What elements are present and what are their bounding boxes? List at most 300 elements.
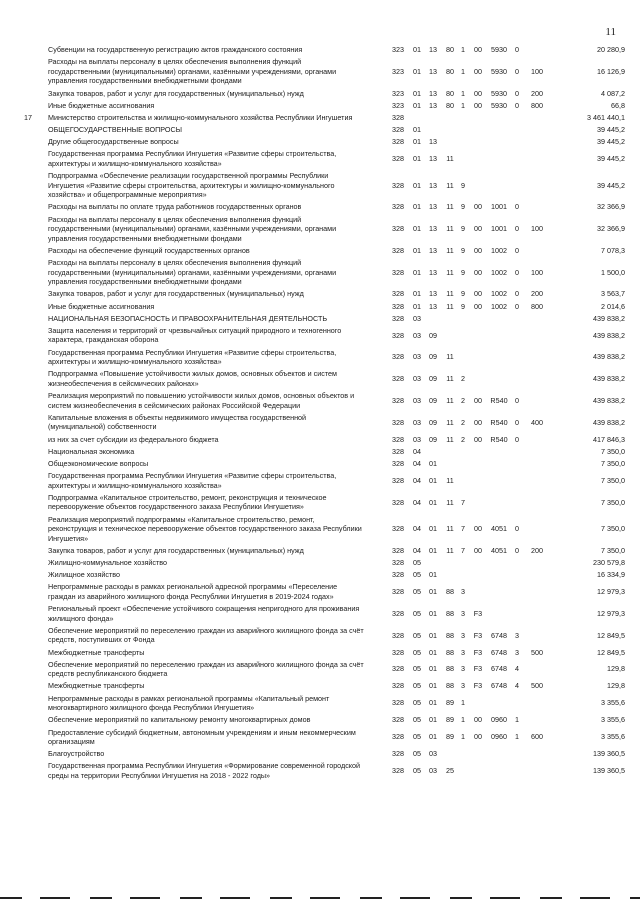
code-cell: 2 bbox=[461, 417, 465, 427]
amount-cell: 16 334,9 bbox=[597, 570, 625, 580]
code-cell: 00 bbox=[474, 66, 482, 76]
code-cell: 0 bbox=[515, 289, 519, 299]
row-description: Обеспечение мероприятий по переселению граждан из аварийного жилищного фонда за счёт средств республиканского бюджета bbox=[48, 659, 364, 679]
table-row bbox=[0, 749, 640, 759]
code-cell: 01 bbox=[429, 698, 437, 708]
code-cell: 11 bbox=[446, 524, 454, 534]
code-cell: 1 bbox=[461, 100, 465, 110]
code-cell: 13 bbox=[429, 202, 437, 212]
row-description: Министерство строительства и жилищно-коммунального хозяйства Республики Ингушетия bbox=[48, 112, 353, 122]
code-cell: 400 bbox=[531, 417, 543, 427]
code-cell: 01 bbox=[413, 301, 421, 311]
code-cell: 1 bbox=[461, 88, 465, 98]
amount-cell: 4 087,2 bbox=[601, 88, 625, 98]
code-cell: 9 bbox=[461, 202, 465, 212]
code-cell: 200 bbox=[531, 545, 543, 555]
code-cell: 01 bbox=[413, 180, 421, 190]
code-cell: 600 bbox=[531, 732, 543, 742]
code-cell: 6748 bbox=[491, 681, 507, 691]
table-row bbox=[0, 728, 640, 747]
code-cell: 3 bbox=[461, 587, 465, 597]
code-cell: 05 bbox=[413, 732, 421, 742]
table-row bbox=[0, 761, 640, 780]
code-cell: 00 bbox=[474, 715, 482, 725]
code-cell: 00 bbox=[474, 395, 482, 405]
code-cell: 0 bbox=[515, 524, 519, 534]
table-row bbox=[0, 413, 640, 432]
code-cell: 01 bbox=[429, 458, 437, 468]
code-cell: 13 bbox=[429, 88, 437, 98]
code-cell: 00 bbox=[474, 267, 482, 277]
code-cell: 328 bbox=[392, 124, 404, 134]
row-description: Закупка товаров, работ и услуг для государственных (муниципальных) нужд bbox=[48, 289, 304, 299]
code-cell: 0960 bbox=[491, 732, 507, 742]
code-cell: 100 bbox=[531, 267, 543, 277]
code-cell: 13 bbox=[429, 137, 437, 147]
table-row bbox=[0, 681, 640, 691]
amount-cell: 32 366,9 bbox=[597, 202, 625, 212]
code-cell: 80 bbox=[446, 66, 454, 76]
code-cell: 00 bbox=[474, 45, 482, 54]
table-row bbox=[0, 246, 640, 256]
code-cell: F3 bbox=[473, 681, 483, 691]
row-description: Закупка товаров, работ и услуг для государственных (муниципальных) нужд bbox=[48, 88, 304, 98]
code-cell: 328 bbox=[392, 137, 404, 147]
row-description: Защита населения и территорий от чрезвычайных ситуаций природного и техногенного характера, гражданская оборона bbox=[48, 325, 342, 345]
code-cell: 09 bbox=[429, 434, 437, 444]
amount-cell: 7 350,0 bbox=[601, 446, 625, 456]
code-cell: 05 bbox=[413, 698, 421, 708]
code-cell: 3 bbox=[461, 647, 465, 657]
table-row bbox=[0, 546, 640, 556]
code-cell: 03 bbox=[413, 330, 421, 340]
code-cell: 01 bbox=[429, 545, 437, 555]
row-description: Закупка товаров, работ и услуг для государственных (муниципальных) нужд bbox=[48, 545, 304, 555]
row-description: Иные бюджетные ассигнования bbox=[48, 100, 155, 110]
code-cell: 1002 bbox=[491, 301, 507, 311]
code-cell: 13 bbox=[429, 267, 437, 277]
amount-cell: 32 366,9 bbox=[597, 224, 625, 234]
row-description: Жилищное хозяйство bbox=[48, 570, 120, 580]
code-cell: 01 bbox=[413, 202, 421, 212]
code-cell: 328 bbox=[392, 681, 404, 691]
code-cell: 328 bbox=[392, 417, 404, 427]
table-row bbox=[0, 314, 640, 324]
code-cell: F3 bbox=[473, 630, 483, 640]
code-cell: 328 bbox=[392, 180, 404, 190]
code-cell: 7 bbox=[461, 524, 465, 534]
code-cell: 01 bbox=[413, 224, 421, 234]
code-cell: 1 bbox=[515, 715, 519, 725]
code-cell: 1002 bbox=[491, 267, 507, 277]
code-cell: 328 bbox=[392, 395, 404, 405]
code-cell: 13 bbox=[429, 289, 437, 299]
table-row bbox=[0, 648, 640, 658]
code-cell: 04 bbox=[413, 446, 421, 456]
code-cell: 80 bbox=[446, 88, 454, 98]
code-cell: 0 bbox=[515, 545, 519, 555]
amount-cell: 12 849,5 bbox=[597, 647, 625, 657]
code-cell: 00 bbox=[474, 732, 482, 742]
code-cell: 11 bbox=[446, 352, 454, 362]
code-cell: 80 bbox=[446, 45, 454, 54]
code-cell: 04 bbox=[413, 497, 421, 507]
code-cell: 01 bbox=[429, 524, 437, 534]
code-cell: 05 bbox=[413, 749, 421, 759]
amount-cell: 139 360,5 bbox=[593, 766, 625, 776]
code-cell: 0 bbox=[515, 202, 519, 212]
table-row bbox=[0, 113, 640, 123]
code-cell: 328 bbox=[392, 154, 404, 164]
table-row bbox=[0, 202, 640, 212]
row-description: Подпрограмма «Повышение устойчивости жилых домов, основных объектов и систем жизнеобеспечения в сейсмических районах» bbox=[48, 369, 337, 388]
code-cell: 0 bbox=[515, 45, 519, 54]
code-cell: 3 bbox=[461, 664, 465, 674]
code-cell: 01 bbox=[413, 124, 421, 134]
code-cell: 03 bbox=[429, 749, 437, 759]
code-cell: 11 bbox=[446, 267, 454, 277]
code-cell: 03 bbox=[413, 417, 421, 427]
scan-edge-artifact bbox=[0, 897, 640, 899]
code-cell: 328 bbox=[392, 558, 404, 567]
amount-cell: 3 461 440,1 bbox=[587, 112, 625, 122]
code-cell: 01 bbox=[429, 497, 437, 507]
table-row bbox=[0, 391, 640, 410]
code-cell: 88 bbox=[446, 647, 454, 657]
code-cell: 1 bbox=[461, 732, 465, 742]
amount-cell: 2 014,6 bbox=[601, 301, 625, 311]
code-cell: 1 bbox=[461, 66, 465, 76]
code-cell: 03 bbox=[413, 434, 421, 444]
table-row bbox=[0, 137, 640, 147]
code-cell: 2 bbox=[461, 374, 465, 384]
code-cell: 3 bbox=[515, 630, 519, 640]
code-cell: 03 bbox=[413, 374, 421, 384]
code-cell: 9 bbox=[461, 180, 465, 190]
amount-cell: 39 445,2 bbox=[597, 137, 625, 147]
code-cell: 323 bbox=[392, 88, 404, 98]
amount-cell: 439 838,2 bbox=[593, 313, 625, 323]
code-cell: 01 bbox=[429, 570, 437, 580]
code-cell: 3 bbox=[461, 681, 465, 691]
code-cell: 09 bbox=[429, 330, 437, 340]
code-cell: 11 bbox=[446, 374, 454, 384]
code-cell: 328 bbox=[392, 352, 404, 362]
code-cell: 100 bbox=[531, 66, 543, 76]
code-cell: 200 bbox=[531, 88, 543, 98]
table-row bbox=[0, 258, 640, 287]
row-description: Иные бюджетные ассигнования bbox=[48, 301, 155, 311]
code-cell: 3 bbox=[515, 647, 519, 657]
code-cell: 11 bbox=[446, 245, 454, 255]
code-cell: 05 bbox=[413, 587, 421, 597]
code-cell: 04 bbox=[413, 458, 421, 468]
code-cell: 9 bbox=[461, 245, 465, 255]
code-cell: 11 bbox=[446, 180, 454, 190]
amount-cell: 1 500,0 bbox=[601, 267, 625, 277]
code-cell: 03 bbox=[413, 352, 421, 362]
code-cell: 11 bbox=[446, 224, 454, 234]
amount-cell: 66,8 bbox=[611, 100, 625, 110]
table-row bbox=[0, 171, 640, 200]
code-cell: 00 bbox=[474, 434, 482, 444]
code-cell: 0 bbox=[515, 301, 519, 311]
code-cell: 4 bbox=[515, 664, 519, 674]
code-cell: 01 bbox=[413, 66, 421, 76]
code-cell: F3 bbox=[473, 647, 483, 657]
code-cell: 04 bbox=[413, 475, 421, 485]
code-cell: 00 bbox=[474, 100, 482, 110]
amount-cell: 39 445,2 bbox=[597, 180, 625, 190]
code-cell: 00 bbox=[474, 301, 482, 311]
code-cell: 00 bbox=[474, 417, 482, 427]
code-cell: 13 bbox=[429, 180, 437, 190]
code-cell: 11 bbox=[446, 434, 454, 444]
table-row bbox=[0, 101, 640, 111]
code-cell: 04 bbox=[413, 524, 421, 534]
code-cell: 1001 bbox=[491, 224, 507, 234]
code-cell: 1 bbox=[461, 698, 465, 708]
code-cell: 1002 bbox=[491, 289, 507, 299]
code-cell: 328 bbox=[392, 289, 404, 299]
code-cell: 01 bbox=[429, 608, 437, 618]
amount-cell: 3 563,7 bbox=[601, 289, 625, 299]
code-cell: 01 bbox=[429, 732, 437, 742]
code-cell: 9 bbox=[461, 301, 465, 311]
code-cell: 11 bbox=[446, 417, 454, 427]
amount-cell: 439 838,2 bbox=[593, 374, 625, 384]
table-row bbox=[0, 89, 640, 99]
code-cell: 03 bbox=[413, 395, 421, 405]
code-cell: 500 bbox=[531, 681, 543, 691]
code-cell: 5930 bbox=[491, 88, 507, 98]
code-cell: 6748 bbox=[491, 664, 507, 674]
code-cell: 88 bbox=[446, 630, 454, 640]
amount-cell: 129,8 bbox=[607, 664, 625, 674]
code-cell: 11 bbox=[446, 289, 454, 299]
row-description: Субвенции на государственную регистрацию актов гражданского состояния bbox=[48, 45, 303, 54]
code-cell: 11 bbox=[446, 545, 454, 555]
code-cell: 01 bbox=[429, 587, 437, 597]
code-cell: 328 bbox=[392, 330, 404, 340]
table-row bbox=[0, 558, 640, 568]
code-cell: 328 bbox=[392, 313, 404, 323]
table-row bbox=[0, 369, 640, 388]
amount-cell: 20 280,9 bbox=[597, 45, 625, 54]
code-cell: 00 bbox=[474, 202, 482, 212]
code-cell: 88 bbox=[446, 587, 454, 597]
code-cell: 88 bbox=[446, 664, 454, 674]
amount-cell: 7 350,0 bbox=[601, 545, 625, 555]
code-cell: 4051 bbox=[491, 524, 507, 534]
code-cell: 328 bbox=[392, 267, 404, 277]
code-cell: 6748 bbox=[491, 647, 507, 657]
code-cell: 9 bbox=[461, 224, 465, 234]
code-cell: 800 bbox=[531, 301, 543, 311]
table-row bbox=[0, 471, 640, 490]
amount-cell: 12 979,3 bbox=[597, 608, 625, 618]
code-cell: 01 bbox=[429, 681, 437, 691]
code-cell: 11 bbox=[446, 497, 454, 507]
amount-cell: 7 350,0 bbox=[601, 458, 625, 468]
code-cell: 05 bbox=[413, 558, 421, 567]
code-cell: 328 bbox=[392, 570, 404, 580]
code-cell: 328 bbox=[392, 608, 404, 618]
code-cell: 328 bbox=[392, 715, 404, 725]
amount-cell: 7 350,0 bbox=[601, 524, 625, 534]
code-cell: 00 bbox=[474, 88, 482, 98]
row-description: Региональный проект «Обеспечение устойчивого сокращения непригодного для проживания жилищного фонда» bbox=[48, 604, 360, 623]
code-cell: 0 bbox=[515, 66, 519, 76]
code-cell: 328 bbox=[392, 749, 404, 759]
code-cell: 09 bbox=[429, 395, 437, 405]
code-cell: 0 bbox=[515, 267, 519, 277]
code-cell: 328 bbox=[392, 664, 404, 674]
code-cell: 0 bbox=[515, 100, 519, 110]
code-cell: 00 bbox=[474, 245, 482, 255]
code-cell: 89 bbox=[446, 698, 454, 708]
amount-cell: 439 838,2 bbox=[593, 330, 625, 340]
table-row bbox=[0, 626, 640, 645]
code-cell: 13 bbox=[429, 154, 437, 164]
code-cell: 01 bbox=[413, 289, 421, 299]
row-description: ОБЩЕГОСУДАРСТВЕННЫЕ ВОПРОСЫ bbox=[48, 124, 183, 134]
code-cell: 328 bbox=[392, 630, 404, 640]
table-row bbox=[0, 715, 640, 725]
table-row bbox=[0, 215, 640, 244]
code-cell: F3 bbox=[473, 608, 483, 618]
code-cell: 11 bbox=[446, 475, 454, 485]
code-cell: 2 bbox=[461, 395, 465, 405]
code-cell: 01 bbox=[413, 245, 421, 255]
code-cell: 328 bbox=[392, 766, 404, 776]
code-cell: 328 bbox=[392, 224, 404, 234]
row-number: 17 bbox=[24, 112, 32, 122]
code-cell: R540 bbox=[490, 434, 508, 444]
amount-cell: 39 445,2 bbox=[597, 124, 625, 134]
row-description: Расходы на выплаты персоналу в целях обеспечения выполнения функций государственными (муниципальными) органами, казёнными учреждениями, органами управления государственными внебюджетными фондами bbox=[48, 57, 337, 86]
code-cell: R540 bbox=[490, 417, 508, 427]
row-description: Другие общегосударственные вопросы bbox=[48, 137, 179, 147]
code-cell: 5930 bbox=[491, 100, 507, 110]
code-cell: 7 bbox=[461, 497, 465, 507]
code-cell: 01 bbox=[413, 154, 421, 164]
code-cell: 11 bbox=[446, 301, 454, 311]
amount-cell: 230 579,8 bbox=[593, 558, 625, 567]
code-cell: 00 bbox=[474, 289, 482, 299]
code-cell: 01 bbox=[413, 267, 421, 277]
code-cell: 5930 bbox=[491, 66, 507, 76]
code-cell: 328 bbox=[392, 587, 404, 597]
amount-cell: 3 355,6 bbox=[601, 715, 625, 725]
row-description: Общеэкономические вопросы bbox=[48, 458, 149, 468]
code-cell: 13 bbox=[429, 245, 437, 255]
code-cell: 2 bbox=[461, 434, 465, 444]
code-cell: 89 bbox=[446, 715, 454, 725]
code-cell: 3 bbox=[461, 630, 465, 640]
code-cell: 500 bbox=[531, 647, 543, 657]
code-cell: 328 bbox=[392, 732, 404, 742]
code-cell: 80 bbox=[446, 100, 454, 110]
code-cell: 0960 bbox=[491, 715, 507, 725]
code-cell: 328 bbox=[392, 545, 404, 555]
amount-cell: 139 360,5 bbox=[593, 749, 625, 759]
row-description: из них за счет субсидии из федерального бюджета bbox=[48, 434, 219, 444]
code-cell: 01 bbox=[429, 664, 437, 674]
amount-cell: 439 838,2 bbox=[593, 417, 625, 427]
code-cell: 13 bbox=[429, 224, 437, 234]
code-cell: 1 bbox=[461, 715, 465, 725]
row-description: Расходы на выплаты персоналу в целях обеспечения выполнения функций государственными (муниципальными) органами, казёнными учреждениями, органами управления государственными внебюджетными фондами bbox=[48, 258, 337, 287]
code-cell: 01 bbox=[429, 630, 437, 640]
code-cell: 323 bbox=[392, 100, 404, 110]
amount-cell: 12 979,3 bbox=[597, 587, 625, 597]
code-cell: 9 bbox=[461, 289, 465, 299]
table-row bbox=[0, 149, 640, 168]
row-description: Расходы на выплаты по оплате труда работников государственных органов bbox=[48, 202, 302, 212]
amount-cell: 129,8 bbox=[607, 681, 625, 691]
code-cell: 328 bbox=[392, 647, 404, 657]
code-cell: 0 bbox=[515, 395, 519, 405]
row-description: Подпрограмма «Капитальное строительство, ремонт, реконструкция и техническое перевооружение объектов государственного заказа Республики Ингушетия» bbox=[48, 492, 327, 512]
code-cell: 13 bbox=[429, 45, 437, 54]
code-cell: 328 bbox=[392, 698, 404, 708]
amount-cell: 12 849,5 bbox=[597, 630, 625, 640]
code-cell: 13 bbox=[429, 66, 437, 76]
amount-cell: 39 445,2 bbox=[597, 154, 625, 164]
code-cell: 800 bbox=[531, 100, 543, 110]
code-cell: 01 bbox=[429, 475, 437, 485]
code-cell: 328 bbox=[392, 301, 404, 311]
code-cell: 5930 bbox=[491, 45, 507, 54]
page-number: 11 bbox=[605, 26, 616, 38]
code-cell: R540 bbox=[490, 395, 508, 405]
code-cell: 0 bbox=[515, 88, 519, 98]
code-cell: 01 bbox=[413, 100, 421, 110]
code-cell: 89 bbox=[446, 732, 454, 742]
row-description: Подпрограмма «Обеспечение реализации государственной программы Республики Ингушетия «Развитие сферы строительства, архитектуры и жилищно-коммунального хозяйства» и общепрограммные мероприятия» bbox=[48, 171, 335, 200]
code-cell: 01 bbox=[413, 45, 421, 54]
row-description: Расходы на обеспечение функций государственных органов bbox=[48, 245, 250, 255]
row-description: Обеспечение мероприятий по переселению граждан из аварийного жилищного фонда за счёт средств, поступивших от Фонда bbox=[48, 625, 364, 645]
table-row bbox=[0, 694, 640, 713]
row-description: Капитальные вложения в объекты недвижимого имущества государственной (муниципальной) собственности bbox=[48, 412, 307, 432]
code-cell: 01 bbox=[429, 647, 437, 657]
code-cell: 328 bbox=[392, 458, 404, 468]
table-row bbox=[0, 515, 640, 544]
table-row bbox=[0, 289, 640, 299]
code-cell: 01 bbox=[413, 88, 421, 98]
row-description: Государственная программа Республики Ингушетия «Развитие сферы строительства, архитектуры и жилищно-коммунального хозяйства» bbox=[48, 347, 337, 367]
code-cell: 09 bbox=[429, 374, 437, 384]
code-cell: 01 bbox=[413, 137, 421, 147]
code-cell: 328 bbox=[392, 434, 404, 444]
code-cell: 05 bbox=[413, 664, 421, 674]
code-cell: 13 bbox=[429, 301, 437, 311]
amount-cell: 7 350,0 bbox=[601, 475, 625, 485]
code-cell: 05 bbox=[413, 630, 421, 640]
table-row bbox=[0, 348, 640, 367]
code-cell: 328 bbox=[392, 202, 404, 212]
table-row bbox=[0, 57, 640, 86]
code-cell: 01 bbox=[429, 715, 437, 725]
code-cell: 03 bbox=[429, 766, 437, 776]
code-cell: 323 bbox=[392, 45, 404, 54]
table-row bbox=[0, 45, 640, 55]
amount-cell: 3 355,6 bbox=[601, 732, 625, 742]
row-description: Национальная экономика bbox=[48, 446, 135, 456]
code-cell: 05 bbox=[413, 570, 421, 580]
